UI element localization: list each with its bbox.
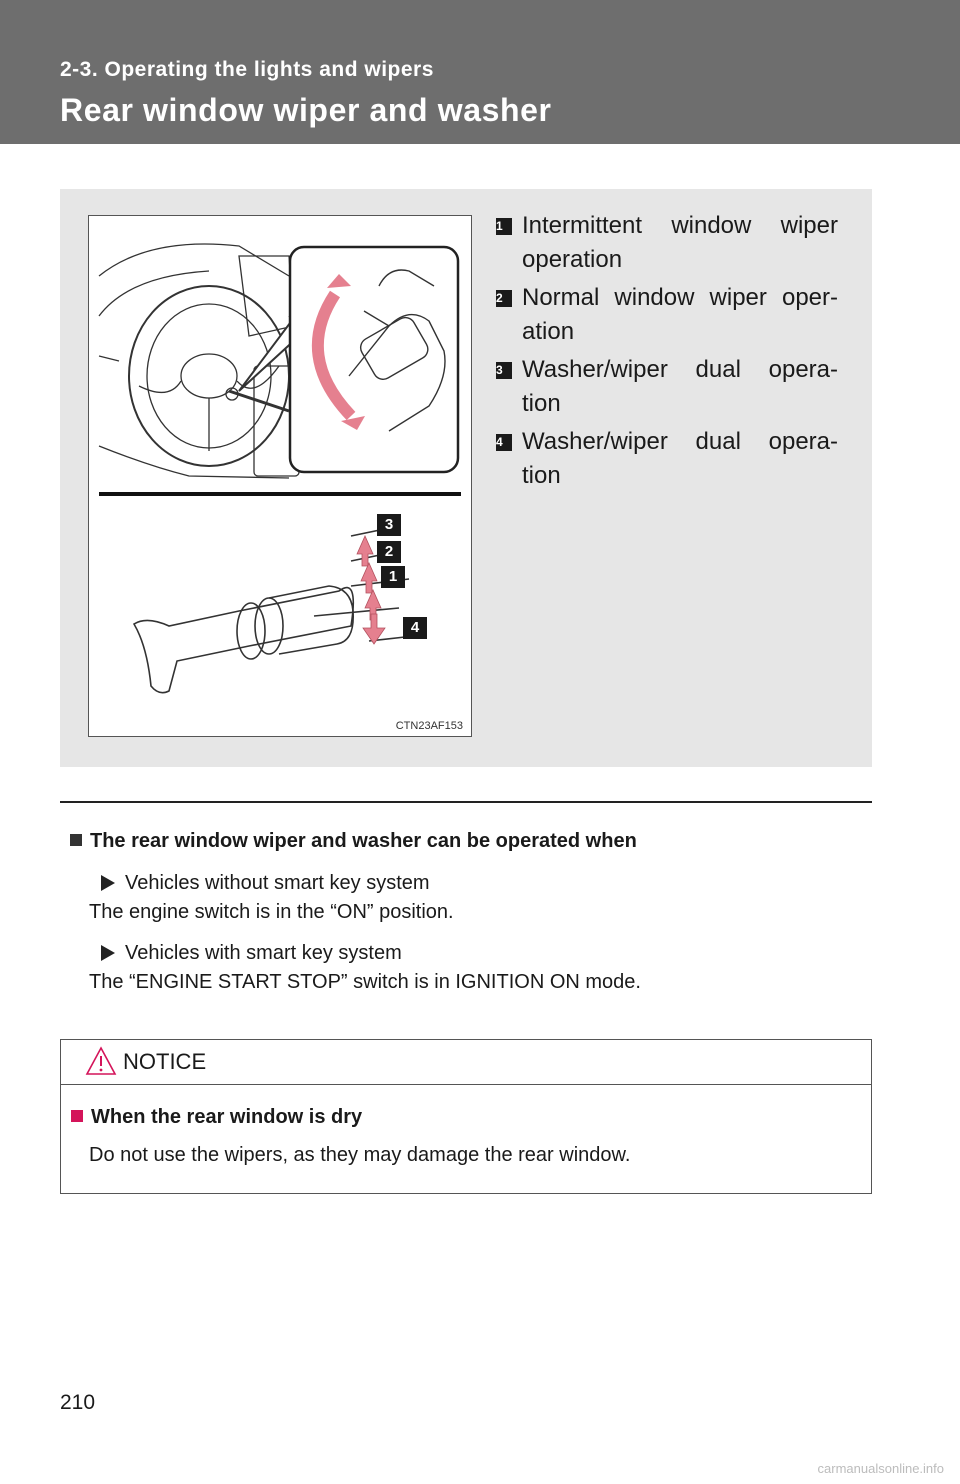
figure-code: CTN23AF153 — [395, 720, 463, 732]
condition-label: Vehicles with smart key system — [125, 942, 402, 964]
legend-item — [496, 353, 838, 421]
callout-badge: 1 — [496, 218, 512, 235]
callout-legend — [496, 209, 838, 497]
legend-text: Intermittent window wiper operation — [522, 212, 838, 273]
operating-conditions — [70, 830, 870, 1009]
dashboard-sketch — [99, 244, 309, 478]
figure-callout-1: 1 — [381, 566, 405, 588]
square-bullet-icon — [71, 1110, 83, 1122]
condition-text: The “ENGINE START STOP” switch is in IGNITION ON mode. — [89, 971, 641, 993]
notice-text: Do not use the wipers, as they may damage the rear window. — [89, 1144, 631, 1166]
condition-item — [89, 939, 870, 997]
warning-triangle-icon — [85, 1046, 117, 1076]
notice-subheading: When the rear window is dry — [71, 1106, 362, 1129]
section-label: 2-3. Operating the lights and wipers — [60, 58, 434, 81]
figure-callout-2: 2 — [377, 541, 401, 563]
figure-callout-3: 3 — [377, 514, 401, 536]
legend-item — [496, 209, 838, 277]
notice-box — [60, 1039, 872, 1194]
page-header — [0, 0, 960, 144]
legend-text: Washer/wiper dual opera- tion — [522, 428, 838, 489]
legend-item — [496, 425, 838, 493]
figure-callout-4: 4 — [403, 617, 427, 639]
wiper-illustration — [88, 215, 472, 737]
condition-text: The engine switch is in the “ON” position. — [89, 901, 454, 923]
callout-badge: 2 — [496, 290, 512, 307]
callout-badge: 3 — [496, 362, 512, 379]
section-rule — [60, 801, 872, 803]
legend-text: Washer/wiper dual opera- tion — [522, 356, 838, 417]
notice-header — [61, 1040, 871, 1085]
condition-item — [89, 869, 870, 927]
notice-label: NOTICE — [123, 1049, 207, 1074]
legend-item — [496, 281, 838, 349]
page-title: Rear window wiper and washer — [60, 92, 552, 128]
triangle-arrow-icon — [101, 945, 115, 961]
callout-badge: 4 — [496, 434, 512, 451]
triangle-arrow-icon — [101, 875, 115, 891]
conditions-heading: The rear window wiper and washer can be operated when — [70, 830, 870, 853]
wiper-illustration-svg — [89, 216, 471, 736]
legend-text: Normal window wiper oper- ation — [522, 284, 838, 345]
condition-label: Vehicles without smart key system — [125, 872, 430, 894]
figure-panel — [60, 189, 872, 767]
page-number: 210 — [60, 1391, 96, 1414]
watermark: carmanualsonline.info — [817, 1461, 944, 1476]
square-bullet-icon — [70, 834, 82, 846]
